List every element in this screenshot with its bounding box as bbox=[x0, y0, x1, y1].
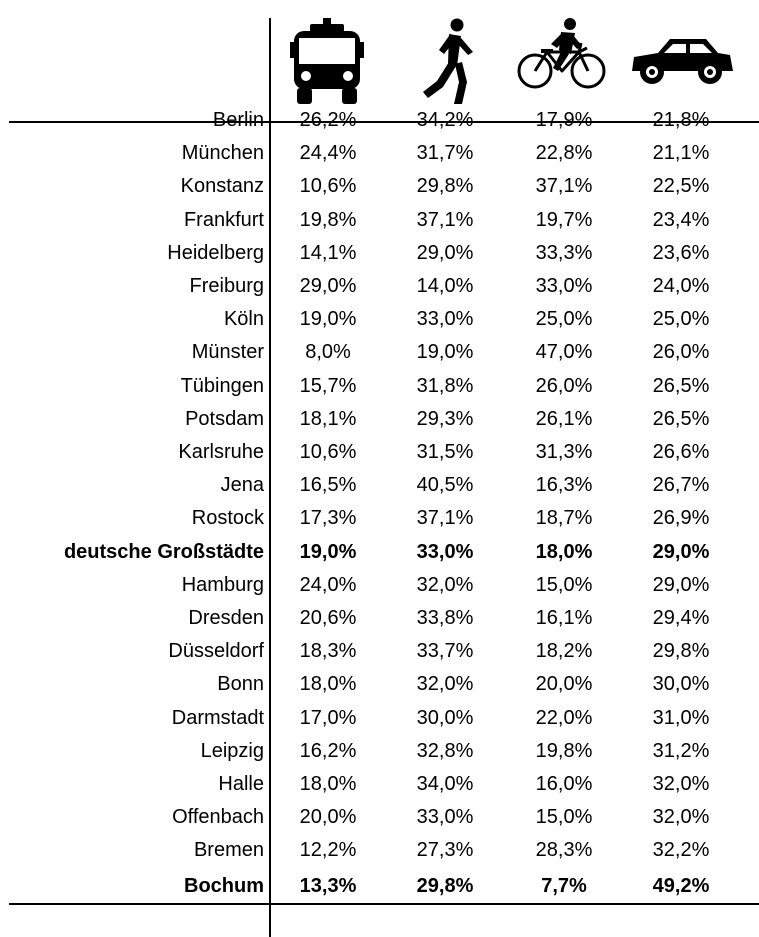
table-row bbox=[0, 104, 759, 137]
city-label: Offenbach bbox=[172, 806, 264, 829]
value-cell: 17,9% bbox=[535, 109, 593, 131]
value-cell: 33,0% bbox=[416, 806, 474, 829]
table-row bbox=[0, 735, 759, 768]
value-cell: 21,1% bbox=[652, 142, 710, 165]
value-cell: 26,9% bbox=[652, 507, 710, 530]
value-cell: 12,2% bbox=[299, 839, 357, 862]
value-cell: 47,0% bbox=[535, 341, 593, 364]
value-cell: 33,8% bbox=[416, 607, 474, 629]
value-cell: 33,0% bbox=[535, 275, 593, 297]
value-cell: 19,0% bbox=[299, 540, 357, 563]
value-cell: 25,0% bbox=[535, 308, 593, 331]
value-cell: 37,1% bbox=[416, 208, 474, 231]
value-cell: 27,3% bbox=[416, 839, 474, 862]
value-cell: 32,2% bbox=[652, 839, 710, 862]
value-cell: 18,7% bbox=[535, 507, 593, 530]
value-cell: 16,0% bbox=[535, 773, 593, 795]
value-cell: 32,8% bbox=[416, 739, 474, 762]
value-cell: 24,4% bbox=[299, 142, 357, 165]
value-cell: 16,3% bbox=[535, 474, 593, 497]
city-label: Halle bbox=[218, 773, 264, 795]
city-label: Leipzig bbox=[200, 739, 264, 762]
value-cell: 32,0% bbox=[652, 806, 710, 829]
city-label: Konstanz bbox=[180, 175, 264, 198]
table-row bbox=[0, 436, 759, 469]
value-cell: 28,3% bbox=[535, 839, 593, 862]
value-cell: 22,5% bbox=[652, 175, 710, 198]
city-label: deutsche Großstädte bbox=[63, 540, 264, 563]
value-cell: 29,8% bbox=[652, 640, 710, 663]
table-row bbox=[0, 801, 759, 834]
pedestrian-icon bbox=[421, 18, 477, 106]
bus-icon bbox=[290, 18, 364, 106]
city-label: Hamburg bbox=[181, 573, 264, 596]
value-cell: 26,0% bbox=[652, 341, 710, 364]
value-cell: 29,0% bbox=[652, 540, 710, 563]
city-label: Potsdam bbox=[185, 407, 264, 430]
city-label: Freiburg bbox=[189, 275, 264, 297]
value-cell: 34,0% bbox=[416, 773, 474, 795]
table-row bbox=[0, 270, 759, 303]
value-cell: 31,5% bbox=[416, 441, 474, 463]
value-cell: 10,6% bbox=[299, 175, 357, 198]
table-row bbox=[0, 668, 759, 701]
value-cell: 16,5% bbox=[299, 474, 357, 497]
value-cell: 20,0% bbox=[299, 806, 357, 829]
value-cell: 15,0% bbox=[535, 806, 593, 829]
value-cell: 17,0% bbox=[299, 706, 357, 729]
value-cell: 23,4% bbox=[652, 208, 710, 231]
value-cell: 20,0% bbox=[535, 673, 593, 696]
value-cell: 29,0% bbox=[652, 573, 710, 596]
value-cell: 19,8% bbox=[299, 208, 357, 231]
value-cell: 31,3% bbox=[535, 441, 593, 463]
table-row bbox=[0, 469, 759, 502]
city-label: Frankfurt bbox=[183, 208, 264, 231]
value-cell: 19,7% bbox=[535, 208, 593, 231]
table-row bbox=[0, 768, 759, 801]
city-label: Dresden bbox=[188, 607, 264, 629]
value-cell: 37,1% bbox=[416, 507, 474, 530]
value-cell: 18,2% bbox=[535, 640, 593, 663]
value-cell: 26,7% bbox=[652, 474, 710, 497]
value-cell: 33,0% bbox=[416, 540, 474, 563]
value-cell: 22,8% bbox=[535, 142, 593, 165]
bochum-divider bbox=[9, 903, 759, 905]
value-cell: 15,0% bbox=[535, 573, 593, 596]
city-label: Heidelberg bbox=[167, 241, 264, 264]
value-cell: 33,7% bbox=[416, 640, 474, 663]
table-row bbox=[0, 602, 759, 635]
value-cell: 49,2% bbox=[652, 874, 710, 897]
value-cell: 26,2% bbox=[299, 109, 357, 131]
value-cell: 31,7% bbox=[416, 142, 474, 165]
cyclist-icon bbox=[517, 18, 607, 90]
table-row bbox=[0, 303, 759, 336]
value-cell: 29,0% bbox=[299, 275, 357, 297]
table-row bbox=[0, 170, 759, 203]
city-label: Münster bbox=[191, 341, 264, 364]
table-row bbox=[0, 536, 759, 569]
value-cell: 30,0% bbox=[652, 673, 710, 696]
table-row bbox=[0, 204, 759, 237]
city-label: Bremen bbox=[193, 839, 264, 862]
city-label: Bochum bbox=[184, 874, 264, 897]
city-label: Karlsruhe bbox=[178, 441, 264, 463]
value-cell: 22,0% bbox=[535, 706, 593, 729]
city-label: Rostock bbox=[191, 507, 264, 530]
table-row bbox=[0, 834, 759, 867]
value-cell: 19,0% bbox=[416, 341, 474, 364]
value-cell: 31,2% bbox=[652, 739, 710, 762]
value-cell: 19,0% bbox=[299, 308, 357, 331]
value-cell: 31,8% bbox=[416, 374, 474, 397]
value-cell: 40,5% bbox=[416, 474, 474, 497]
value-cell: 25,0% bbox=[652, 308, 710, 331]
table-row bbox=[0, 370, 759, 403]
city-label: Berlin bbox=[212, 109, 264, 131]
value-cell: 18,0% bbox=[299, 673, 357, 696]
value-cell: 29,8% bbox=[416, 874, 474, 897]
table-row bbox=[0, 870, 759, 903]
table-row bbox=[0, 403, 759, 436]
city-label: Darmstadt bbox=[171, 706, 264, 729]
table-row bbox=[0, 336, 759, 369]
value-cell: 21,8% bbox=[652, 109, 710, 131]
value-cell: 19,8% bbox=[535, 739, 593, 762]
value-cell: 26,5% bbox=[652, 374, 710, 397]
value-cell: 32,0% bbox=[416, 573, 474, 596]
value-cell: 37,1% bbox=[535, 175, 593, 198]
value-cell: 29,3% bbox=[416, 407, 474, 430]
value-cell: 8,0% bbox=[305, 341, 351, 364]
value-cell: 26,6% bbox=[652, 441, 710, 463]
value-cell: 31,0% bbox=[652, 706, 710, 729]
value-cell: 14,0% bbox=[416, 275, 474, 297]
value-cell: 33,3% bbox=[535, 241, 593, 264]
value-cell: 32,0% bbox=[416, 673, 474, 696]
value-cell: 7,7% bbox=[541, 874, 587, 897]
city-label: Jena bbox=[220, 474, 264, 497]
value-cell: 24,0% bbox=[299, 573, 357, 596]
city-label: München bbox=[181, 142, 264, 165]
value-cell: 16,2% bbox=[299, 739, 357, 762]
table-row bbox=[0, 502, 759, 535]
value-cell: 18,0% bbox=[535, 540, 593, 563]
value-cell: 18,3% bbox=[299, 640, 357, 663]
value-cell: 24,0% bbox=[652, 275, 710, 297]
value-cell: 18,1% bbox=[299, 407, 357, 430]
city-label: Bonn bbox=[217, 673, 264, 696]
value-cell: 14,1% bbox=[299, 241, 357, 264]
table-row bbox=[0, 137, 759, 170]
value-cell: 13,3% bbox=[299, 874, 357, 897]
value-cell: 32,0% bbox=[652, 773, 710, 795]
value-cell: 17,3% bbox=[299, 507, 357, 530]
table-row bbox=[0, 237, 759, 270]
value-cell: 10,6% bbox=[299, 441, 357, 463]
value-cell: 23,6% bbox=[652, 241, 710, 264]
city-label: Tübingen bbox=[180, 374, 264, 397]
value-cell: 26,0% bbox=[535, 374, 593, 397]
value-cell: 33,0% bbox=[416, 308, 474, 331]
value-cell: 29,0% bbox=[416, 241, 474, 264]
table-row bbox=[0, 569, 759, 602]
value-cell: 16,1% bbox=[535, 607, 593, 629]
table-row bbox=[0, 702, 759, 735]
value-cell: 26,5% bbox=[652, 407, 710, 430]
value-cell: 15,7% bbox=[299, 374, 357, 397]
table-row bbox=[0, 635, 759, 668]
value-cell: 26,1% bbox=[535, 407, 593, 430]
value-cell: 29,8% bbox=[416, 175, 474, 198]
city-label: Köln bbox=[223, 308, 264, 331]
city-label: Düsseldorf bbox=[168, 640, 264, 663]
value-cell: 20,6% bbox=[299, 607, 357, 629]
value-cell: 30,0% bbox=[416, 706, 474, 729]
value-cell: 18,0% bbox=[299, 773, 357, 795]
value-cell: 29,4% bbox=[652, 607, 710, 629]
car-icon bbox=[630, 35, 735, 87]
value-cell: 34,2% bbox=[416, 109, 474, 131]
